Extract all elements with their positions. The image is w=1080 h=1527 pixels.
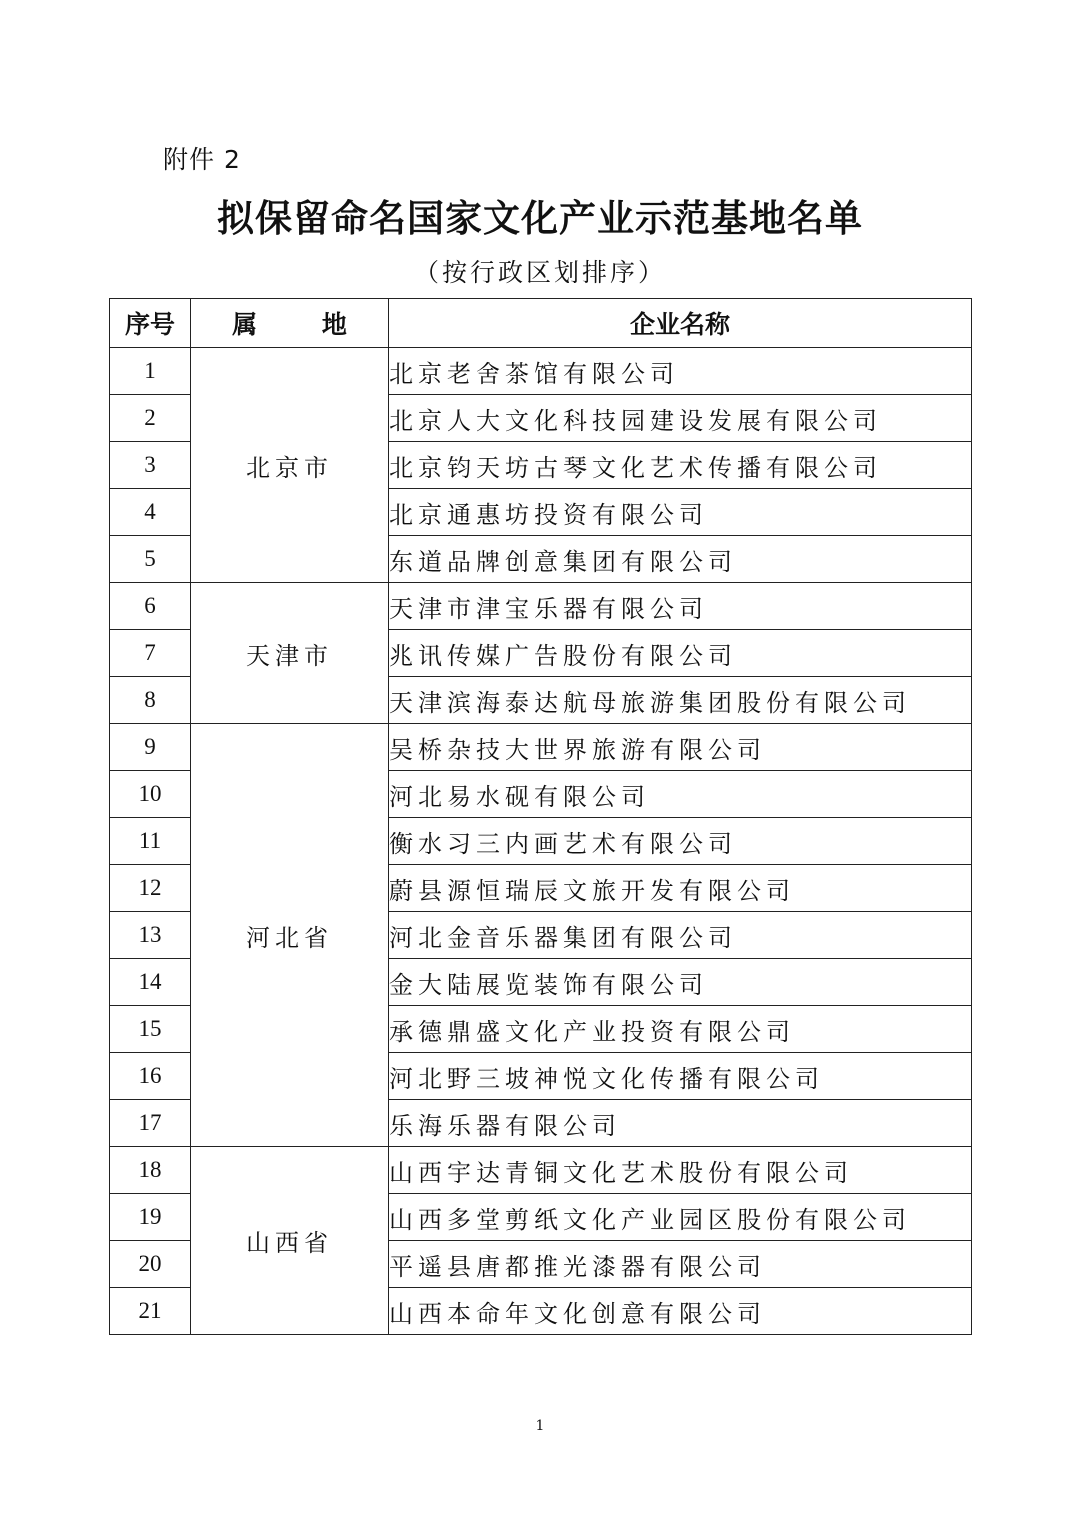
company-name: 北京老舍茶馆有限公司	[389, 348, 972, 395]
row-seq: 9	[110, 724, 191, 771]
row-seq: 7	[110, 630, 191, 677]
region-cell: 天津市	[191, 583, 389, 724]
header-region-label: 属 地	[232, 310, 375, 339]
row-seq: 5	[110, 536, 191, 583]
row-seq: 4	[110, 489, 191, 536]
base-list-table	[109, 298, 972, 1335]
company-name: 衡水习三内画艺术有限公司	[389, 818, 972, 865]
company-name: 天津滨海泰达航母旅游集团股份有限公司	[389, 677, 972, 724]
row-seq: 1	[110, 348, 191, 395]
row-seq: 12	[110, 865, 191, 912]
company-name: 北京钧天坊古琴文化艺术传播有限公司	[389, 442, 972, 489]
page-number: 1	[535, 1418, 545, 1434]
company-name: 河北金音乐器集团有限公司	[389, 912, 972, 959]
company-name: 金大陆展览装饰有限公司	[389, 959, 972, 1006]
row-seq: 13	[110, 912, 191, 959]
row-seq: 6	[110, 583, 191, 630]
header-company: 企业名称	[389, 299, 972, 348]
region-cell: 北京市	[191, 348, 389, 583]
document-subtitle: （按行政区划排序）	[413, 258, 666, 287]
table-header-row	[110, 299, 972, 348]
row-seq: 2	[110, 395, 191, 442]
region-cell: 河北省	[191, 724, 389, 1147]
company-name: 山西宇达青铜文化艺术股份有限公司	[389, 1147, 972, 1194]
table-row	[110, 1147, 972, 1194]
company-name: 蔚县源恒瑞辰文旅开发有限公司	[389, 865, 972, 912]
row-seq: 16	[110, 1053, 191, 1100]
company-name: 天津市津宝乐器有限公司	[389, 583, 972, 630]
company-name: 吴桥杂技大世界旅游有限公司	[389, 724, 972, 771]
company-name: 河北易水砚有限公司	[389, 771, 972, 818]
row-seq: 10	[110, 771, 191, 818]
company-name: 承德鼎盛文化产业投资有限公司	[389, 1006, 972, 1053]
row-seq: 14	[110, 959, 191, 1006]
header-seq: 序号	[110, 299, 191, 348]
region-cell: 山西省	[191, 1147, 389, 1335]
company-name: 北京通惠坊投资有限公司	[389, 489, 972, 536]
table-body	[110, 348, 972, 1335]
table-row	[110, 583, 972, 630]
header-region	[191, 299, 389, 348]
company-name: 河北野三坡神悦文化传播有限公司	[389, 1053, 972, 1100]
row-seq: 3	[110, 442, 191, 489]
row-seq: 8	[110, 677, 191, 724]
company-name: 东道品牌创意集团有限公司	[389, 536, 972, 583]
row-seq: 11	[110, 818, 191, 865]
attachment-label: 附件 2	[163, 145, 241, 174]
company-name: 山西多堂剪纸文化产业园区股份有限公司	[389, 1194, 972, 1241]
table-row	[110, 724, 972, 771]
company-name: 乐海乐器有限公司	[389, 1100, 972, 1147]
row-seq: 19	[110, 1194, 191, 1241]
row-seq: 21	[110, 1288, 191, 1335]
table-row	[110, 348, 972, 395]
company-name: 山西本命年文化创意有限公司	[389, 1288, 972, 1335]
row-seq: 20	[110, 1241, 191, 1288]
document-title: 拟保留命名国家文化产业示范基地名单	[217, 196, 863, 240]
company-name: 兆讯传媒广告股份有限公司	[389, 630, 972, 677]
row-seq: 18	[110, 1147, 191, 1194]
company-name: 北京人大文化科技园建设发展有限公司	[389, 395, 972, 442]
company-name: 平遥县唐都推光漆器有限公司	[389, 1241, 972, 1288]
row-seq: 15	[110, 1006, 191, 1053]
row-seq: 17	[110, 1100, 191, 1147]
